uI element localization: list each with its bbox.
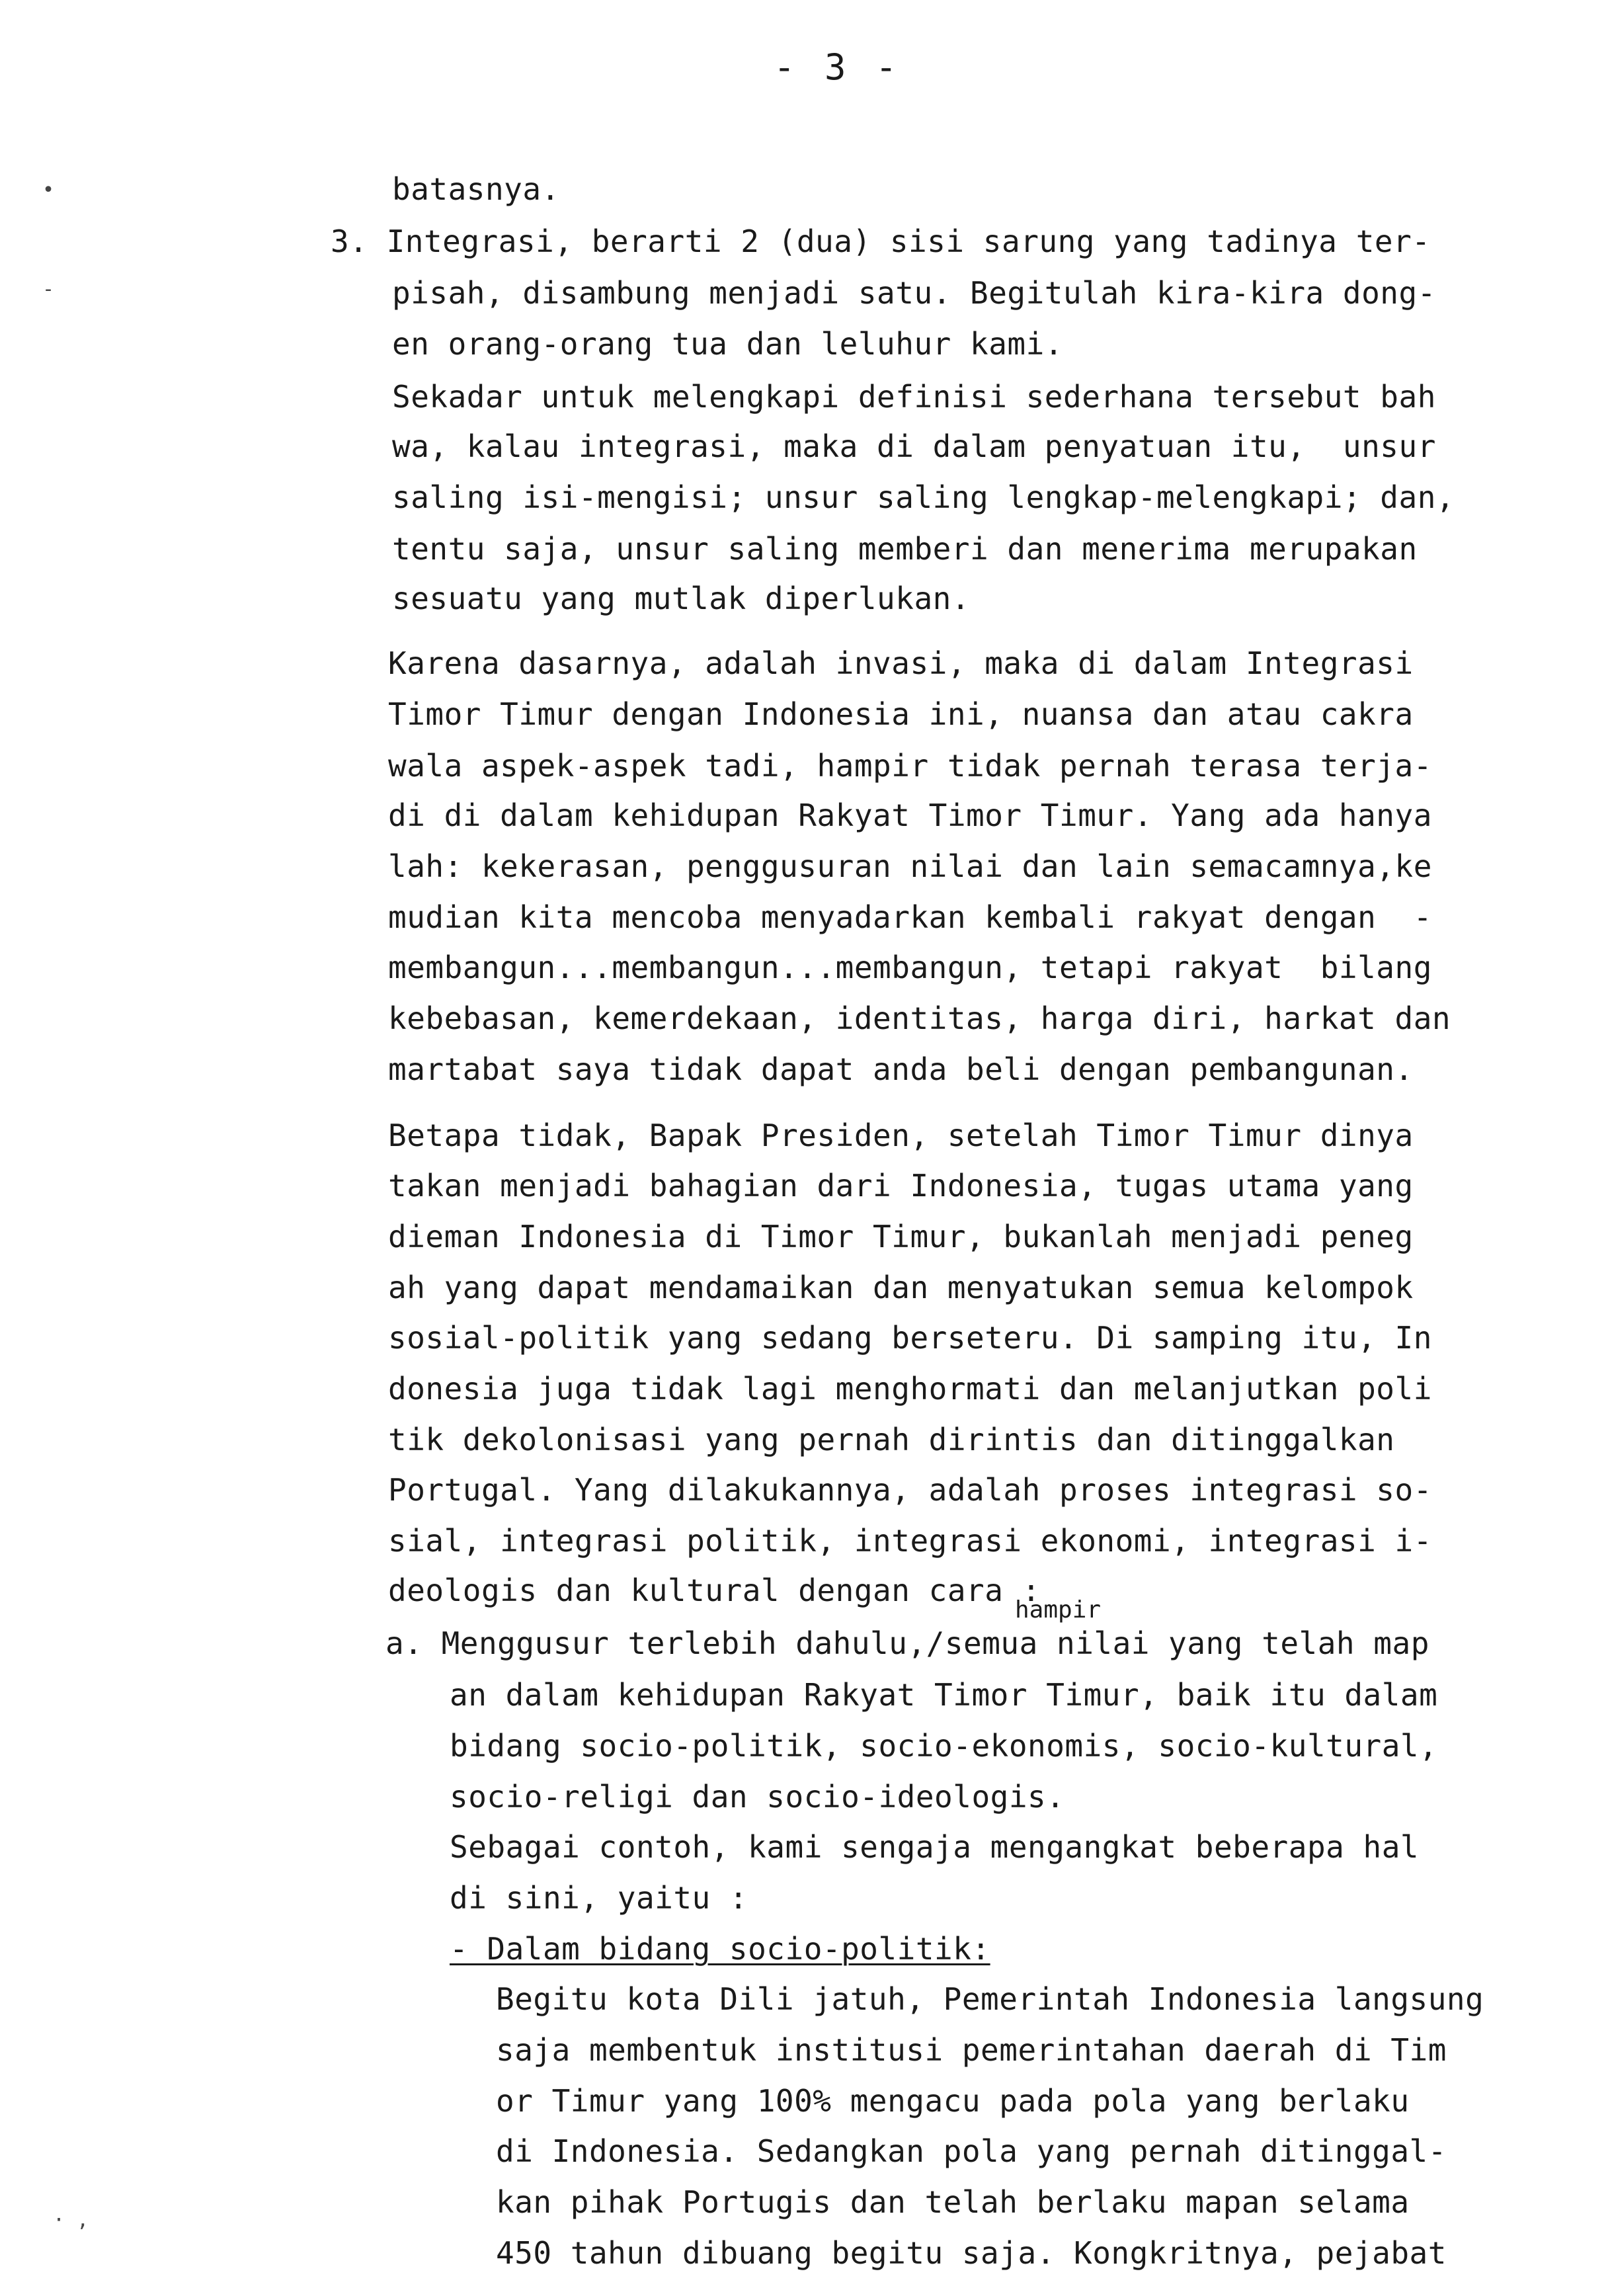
- text-line: a. Menggusur terlebih dahulu,/semua nilai yang telah map: [385, 1625, 1429, 1661]
- text-line: saling isi-mengisi; unsur saling lengkap-melengkapi; dan,: [392, 479, 1455, 515]
- margin-speck: -: [42, 278, 55, 301]
- text-line: sosial-politik yang sedang berseteru. Di samping itu, In: [388, 1320, 1432, 1356]
- text-line: dieman Indonesia di Timor Timur, bukanlah menjadi peneg: [388, 1219, 1414, 1254]
- text-line: en orang-orang tua dan leluhur kami.: [392, 326, 1063, 362]
- text-line: pisah, disambung menjadi satu. Begitulah kira-kira dong-: [392, 275, 1436, 311]
- text-line: Portugal. Yang dilakukannya, adalah proses integrasi so-: [388, 1472, 1432, 1508]
- text-line: saja membentuk institusi pemerintahan daerah di Tim: [496, 2032, 1447, 2068]
- insertion-note: hampir: [1015, 1596, 1102, 1623]
- text-line: deologis dan kultural dengan cara :: [388, 1573, 1041, 1608]
- page-number: - 3 -: [774, 46, 901, 88]
- text-line: 450 tahun dibuang begitu saja. Kongkritnya, pejabat: [496, 2235, 1447, 2271]
- text-line: socio-religi dan socio-ideologis.: [450, 1779, 1065, 1815]
- section-heading: - Dalam bidang socio-politik:: [450, 1931, 990, 1967]
- text-line: Sekadar untuk melengkapi definisi sederhana tersebut bah: [392, 379, 1436, 415]
- text-line: Timor Timur dengan Indonesia ini, nuansa dan atau cakra: [388, 696, 1414, 732]
- text-line: Betapa tidak, Bapak Presiden, setelah Timor Timur dinya: [388, 1118, 1414, 1153]
- text-line: donesia juga tidak lagi menghormati dan melanjutkan poli: [388, 1371, 1432, 1407]
- text-line: lah: kekerasan, penggusuran nilai dan lain semacamnya,ke: [388, 848, 1432, 884]
- text-line: 3. Integrasi, berarti 2 (dua) sisi sarung yang tadinya ter-: [331, 224, 1431, 259]
- text-line: di sini, yaitu :: [450, 1880, 748, 1916]
- text-line: an dalam kehidupan Rakyat Timor Timur, baik itu dalam: [450, 1677, 1438, 1713]
- text-line: tentu saja, unsur saling memberi dan menerima merupakan: [392, 531, 1418, 567]
- text-line: sesuatu yang mutlak diperlukan.: [392, 581, 971, 616]
- text-line: batasnya.: [392, 171, 560, 207]
- text-line: di Indonesia. Sedangkan pola yang pernah ditinggal-: [496, 2133, 1447, 2169]
- margin-speck: · ,: [53, 2209, 89, 2232]
- text-line: martabat saya tidak dapat anda beli dengan pembangunan.: [388, 1051, 1414, 1087]
- margin-speck: •: [42, 179, 55, 202]
- text-line: bidang socio-politik, socio-ekonomis, socio-kultural,: [450, 1728, 1438, 1764]
- text-line: Karena dasarnya, adalah invasi, maka di dalam Integrasi: [388, 645, 1414, 681]
- text-line: ah yang dapat mendamaikan dan menyatukan semua kelompok: [388, 1270, 1414, 1305]
- text-line: or Timur yang 100% mengacu pada pola yang berlaku: [496, 2083, 1410, 2119]
- text-line: wala aspek-aspek tadi, hampir tidak pernah terasa terja-: [388, 748, 1432, 784]
- text-line: Begitu kota Dili jatuh, Pemerintah Indonesia langsung: [496, 1981, 1484, 2017]
- text-line: Sebagai contoh, kami sengaja mengangkat beberapa hal: [450, 1829, 1420, 1865]
- text-line: takan menjadi bahagian dari Indonesia, tugas utama yang: [388, 1168, 1414, 1204]
- text-line: di di dalam kehidupan Rakyat Timor Timur. Yang ada hanya: [388, 798, 1432, 833]
- text-line: tik dekolonisasi yang pernah dirintis dan ditinggalkan: [388, 1422, 1395, 1457]
- text-line: sial, integrasi politik, integrasi ekonomi, integrasi i-: [388, 1523, 1432, 1559]
- text-line: wa, kalau integrasi, maka di dalam penyatuan itu, unsur: [392, 429, 1436, 464]
- text-line: kan pihak Portugis dan telah berlaku mapan selama: [496, 2184, 1410, 2220]
- text-line: membangun...membangun...membangun, tetapi rakyat bilang: [388, 950, 1432, 985]
- text-line: kebebasan, kemerdekaan, identitas, harga diri, harkat dan: [388, 1001, 1451, 1036]
- text-line: mudian kita mencoba menyadarkan kembali rakyat dengan -: [388, 899, 1432, 935]
